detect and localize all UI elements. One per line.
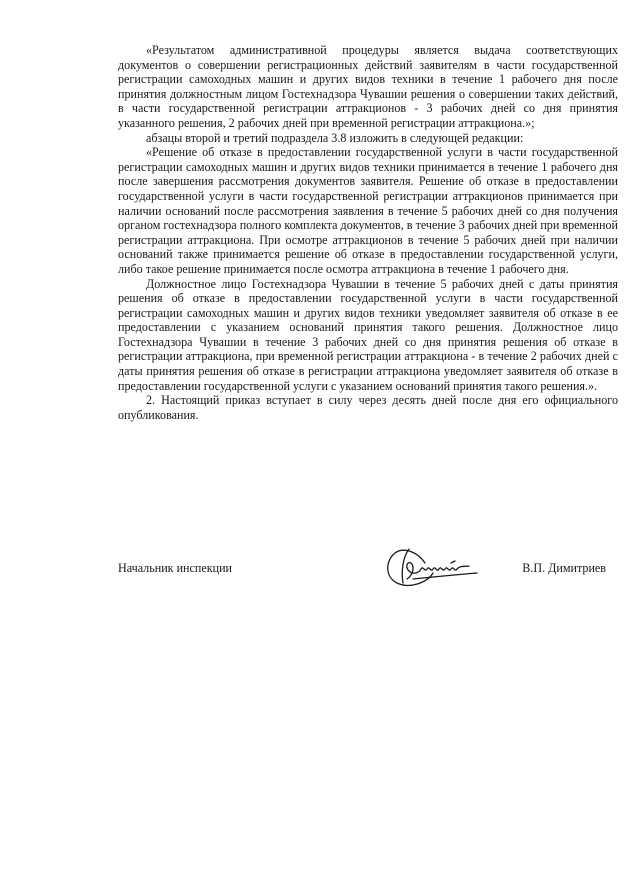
handwritten-signature <box>373 533 493 593</box>
paragraph-procedure-result: «Результатом административной процедуры является выдача соответствующих документов о совершении регистрационных действий заявителям в части государственной регистрации самоходных машин и других видов техники в течение 1 рабочего дня после принятия должностным лицом Гостехнадзора Чувашии решения о совершении таких действий, в части государственной регистрации аттракционов - 3 рабочих дней со дня принятия указанного решения, 2 рабочих дней при временной регистрации аттракциона.»; <box>118 43 618 130</box>
paragraph-refusal-decision: «Решение об отказе в предоставлении государственной услуги в части государственной регистрации самоходных машин и других видов техники принимается в течение 1 рабочего дня после завершения рассмотрения документов заявителя. Решение об отказе в предоставлении государственной услуги в части государственной регистрации аттракционов принимается при наличии оснований после рассмотрения заявления в течение 5 рабочих дней со дня получения органом гостехнадзора полного комплекта документов, в течение 3 рабочих дней при временной регистрации аттракциона. При осмотре аттракционов в течение 5 рабочих дней при наличии оснований также принимается решение об отказе в предоставлении государственной услуги, либо такое решение принимается после осмотра аттракциона в течение 1 рабочего дня. <box>118 145 618 276</box>
signatory-position: Начальник инспекции <box>118 561 233 575</box>
paragraph-effective-date: 2. Настоящий приказ вступает в силу через десять дней после дня его официального опубликования. <box>118 393 618 422</box>
paragraph-amendment-intro: абзацы второй и третий подраздела 3.8 изложить в следующей редакции: <box>146 130 524 145</box>
signatory-name: В.П. Димитриев <box>522 561 606 575</box>
signature-block <box>118 553 618 593</box>
paragraph-refusal-notice: Должностное лицо Гостехнадзора Чувашии в течение 5 рабочих дней с даты принятия решения об отказе в предоставлении государственной услуги в части государственной регистрации самоходных машин и других видов техники уведомляет заявителя об отказе в ее предоставлении с указанием оснований принятия такого решения. Должностное лицо Гостехнадзора Чувашии в течение 3 рабочих дней со дня принятия решения об отказе в регистрации аттракциона, при временной регистрации аттракциона - в течение 2 рабочих дней с даты принятия решения об отказе в регистрации аттракциона уведомляет заявителя об отказе в предоставлении государственной услуги с указанием оснований принятия такого решения.». <box>118 276 618 393</box>
document-body <box>118 43 618 422</box>
